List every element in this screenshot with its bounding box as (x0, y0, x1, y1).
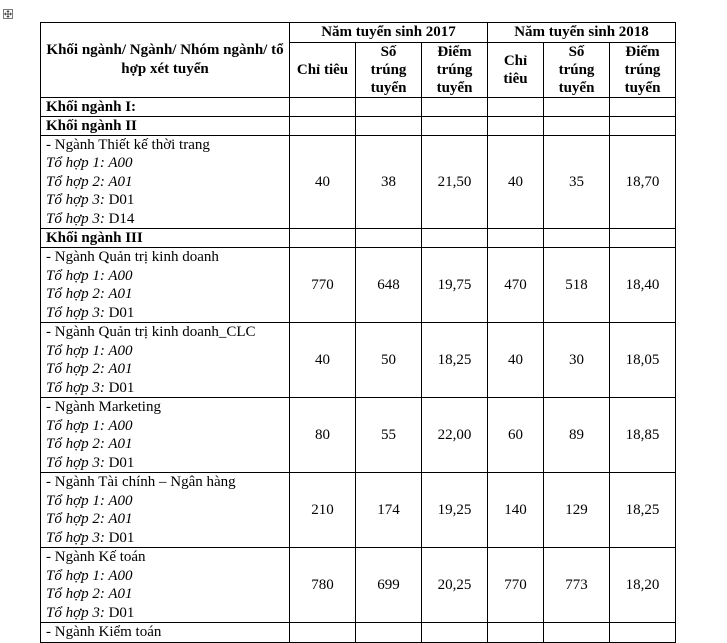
quota-2017-cell: 40 (290, 323, 356, 398)
section-row (41, 97, 676, 116)
admitted-2018-cell: 518 (544, 248, 610, 323)
combo-line (46, 529, 284, 548)
admitted-2017-cell: 55 (356, 398, 422, 473)
admitted-header-2018: Số trúng tuyển (544, 42, 610, 97)
combo-label: Tổ hợp 3: (46, 604, 109, 621)
combo-line (46, 454, 284, 473)
combo-code: A01 (108, 361, 133, 377)
score-2017-cell: 18,25 (422, 323, 488, 398)
table-row (41, 473, 676, 548)
year-2017-header: Năm tuyển sinh 2017 (290, 23, 488, 43)
combo-code: A00 (108, 492, 133, 509)
combo-code: D01 (108, 529, 135, 546)
major-name: - Ngành Kiểm toán (46, 624, 162, 640)
score-2018-cell: 18,70 (610, 135, 676, 229)
quota-2018-cell: 140 (488, 473, 544, 548)
score-2018-cell: 18,40 (610, 248, 676, 323)
major-name: - Ngành Thiết kế thời trang (46, 136, 210, 153)
combo-label: Tổ hợp 2: (46, 173, 109, 190)
combo-label: Tổ hợp 3: (46, 379, 109, 396)
combo-code: A00 (108, 417, 133, 434)
combo-line (46, 342, 284, 361)
year-2018-header: Năm tuyển sinh 2018 (488, 23, 676, 43)
combo-code: A01 (108, 173, 133, 190)
combo-line (46, 417, 284, 436)
combo-line (46, 585, 284, 604)
quota-2018-cell: 770 (488, 548, 544, 623)
combo-label: Tổ hợp 2: (46, 511, 109, 527)
major-name: - Ngành Quản trị kinh doanh_CLC (46, 324, 256, 340)
combo-code: D01 (108, 379, 135, 396)
admitted-header-2017: Số trúng tuyển (356, 42, 422, 97)
combo-line (46, 510, 284, 529)
admitted-2017-cell: 648 (356, 248, 422, 323)
section-label: Khối ngành II (41, 116, 290, 135)
combo-code: D01 (108, 454, 135, 471)
quota-2017-cell: 210 (290, 473, 356, 548)
combo-line (46, 304, 284, 323)
section-row (41, 229, 676, 248)
combo-label: Tổ hợp 3: (46, 192, 109, 208)
major-name: - Ngành Quản trị kinh doanh (46, 249, 219, 265)
admitted-2018-cell: 773 (544, 548, 610, 623)
admitted-2017-cell: 699 (356, 548, 422, 623)
combo-code: A00 (108, 342, 133, 359)
table-row (41, 248, 676, 323)
score-2018-cell: 18,20 (610, 548, 676, 623)
combo-code: A01 (108, 286, 133, 302)
combo-label: Tổ hợp 1: (46, 417, 109, 434)
combo-code: D14 (108, 210, 135, 227)
table-row (41, 623, 676, 643)
admitted-2018-cell: 30 (544, 323, 610, 398)
quota-2018-cell: 470 (488, 248, 544, 323)
combo-label: Tổ hợp 2: (46, 586, 109, 602)
quota-2017-cell: 770 (290, 248, 356, 323)
major-cell (41, 473, 290, 548)
quota-2018-cell: 40 (488, 323, 544, 398)
combo-code: D01 (108, 604, 135, 621)
combo-label: Tổ hợp 3: (46, 210, 109, 227)
admitted-2017-cell: 174 (356, 473, 422, 548)
table-row (41, 135, 676, 229)
major-cell (41, 548, 290, 623)
combo-label: Tổ hợp 2: (46, 286, 109, 302)
admitted-2017-cell: 38 (356, 135, 422, 229)
combo-label: Tổ hợp 3: (46, 454, 109, 471)
combo-code: A00 (108, 567, 133, 584)
admitted-2018-cell: 35 (544, 135, 610, 229)
score-header-2018: Điểm trúng tuyển (610, 42, 676, 97)
combo-code: D01 (108, 304, 135, 321)
combo-line (46, 285, 284, 304)
quota-header-2017: Chỉ tiêu (290, 42, 356, 97)
quota-2017-cell: 40 (290, 135, 356, 229)
table-move-handle[interactable] (3, 9, 13, 19)
combo-line (46, 267, 284, 286)
section-row (41, 116, 676, 135)
combo-code: A01 (108, 511, 133, 527)
table-row (41, 548, 676, 623)
combo-line (46, 191, 284, 210)
combo-line (46, 379, 284, 398)
major-name: - Ngành Tài chính – Ngân hàng (46, 474, 236, 490)
combo-code: A00 (108, 267, 133, 284)
admission-table (40, 22, 676, 643)
quota-2017-cell: 780 (290, 548, 356, 623)
major-name: - Ngành Kế toán (46, 549, 146, 565)
score-2017-cell: 20,25 (422, 548, 488, 623)
admitted-2017-cell: 50 (356, 323, 422, 398)
combo-label: Tổ hợp 3: (46, 304, 109, 321)
score-2017-cell: 19,25 (422, 473, 488, 548)
move-arrows-icon (4, 10, 12, 18)
combo-label: Tổ hợp 3: (46, 529, 109, 546)
score-2018-cell: 18,25 (610, 473, 676, 548)
combo-line (46, 604, 284, 623)
quota-2018-cell: 60 (488, 398, 544, 473)
major-cell (41, 248, 290, 323)
section-label: Khối ngành III (41, 229, 290, 248)
major-cell (41, 323, 290, 398)
quota-header-2018: Chỉ tiêu (488, 42, 544, 97)
combo-line (46, 492, 284, 511)
combo-code: D01 (108, 192, 135, 208)
combo-label: Tổ hợp 1: (46, 155, 109, 171)
section-label: Khối ngành I: (41, 97, 290, 116)
table-row (41, 323, 676, 398)
combo-code: A01 (108, 586, 133, 602)
table-row (41, 398, 676, 473)
score-2017-cell: 22,00 (422, 398, 488, 473)
score-2017-cell: 21,50 (422, 135, 488, 229)
combo-label: Tổ hợp 1: (46, 267, 109, 284)
year-header-row (41, 23, 676, 43)
combo-label: Tổ hợp 1: (46, 342, 109, 359)
combo-label: Tổ hợp 2: (46, 361, 109, 377)
quota-2017-cell: 80 (290, 398, 356, 473)
combo-code: A00 (108, 155, 133, 171)
score-2017-cell: 19,75 (422, 248, 488, 323)
admitted-2018-cell: 89 (544, 398, 610, 473)
combo-label: Tổ hợp 2: (46, 436, 109, 452)
quota-2018-cell: 40 (488, 135, 544, 229)
combo-line (46, 173, 284, 192)
combo-line (46, 567, 284, 586)
combo-code: A01 (108, 436, 133, 452)
combo-line (46, 360, 284, 379)
score-2018-cell: 18,05 (610, 323, 676, 398)
score-2018-cell: 18,85 (610, 398, 676, 473)
score-header-2017: Điểm trúng tuyển (422, 42, 488, 97)
admitted-2018-cell: 129 (544, 473, 610, 548)
major-cell (41, 398, 290, 473)
major-cell (41, 623, 290, 643)
major-cell (41, 135, 290, 229)
group-column-header: Khối ngành/ Ngành/ Nhóm ngành/ tổ hợp xét tuyển (41, 23, 290, 98)
combo-label: Tổ hợp 1: (46, 567, 109, 584)
combo-line (46, 210, 284, 229)
combo-line (46, 435, 284, 454)
combo-line (46, 154, 284, 173)
major-name: - Ngành Marketing (46, 399, 161, 415)
combo-label: Tổ hợp 1: (46, 492, 109, 509)
